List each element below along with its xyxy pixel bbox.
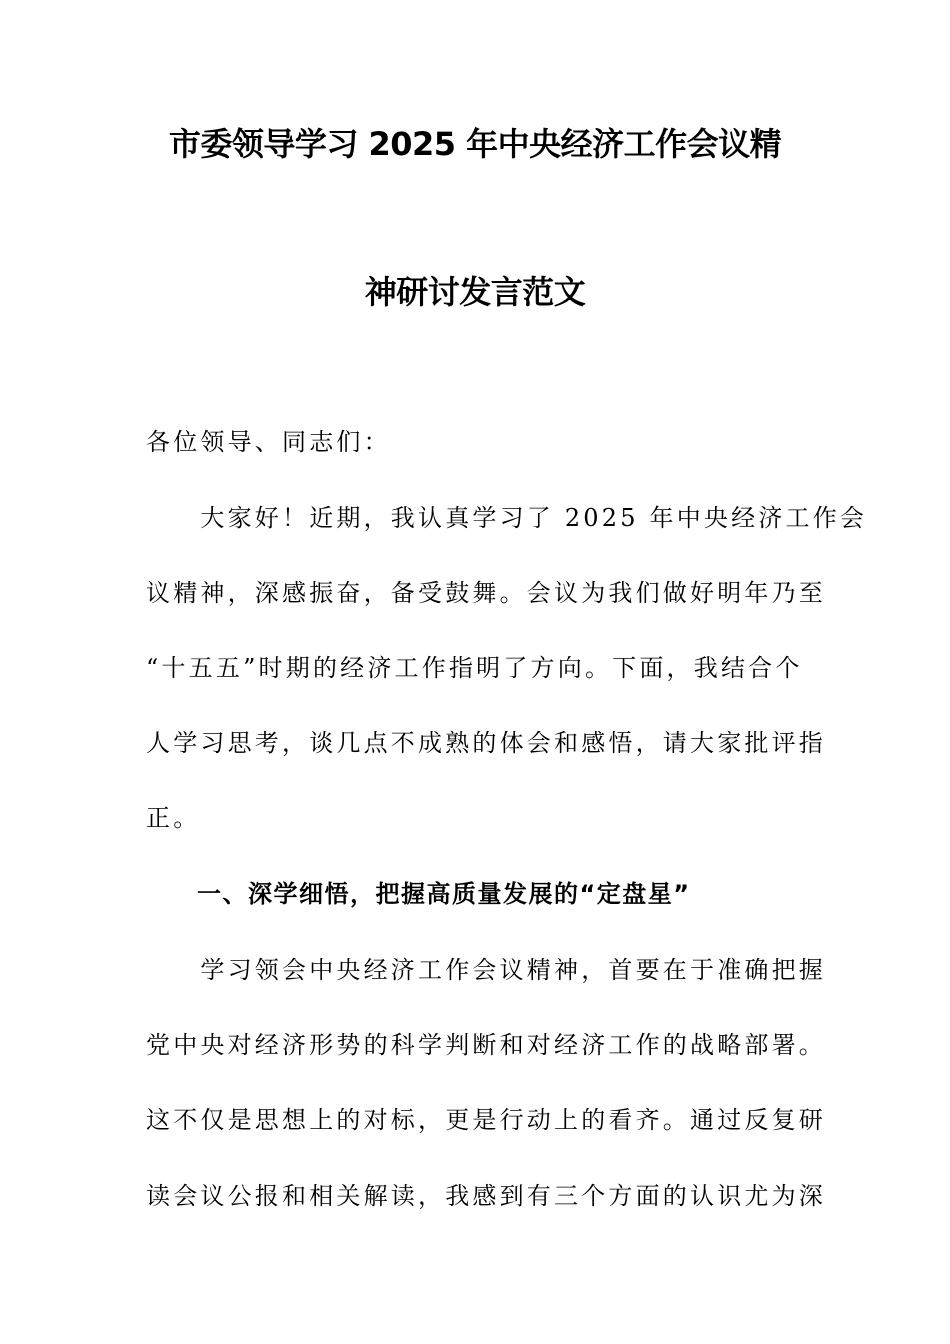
paragraph-line: 这不仅是思想上的对标，更是行动上的看齐。通过反复研 [146,1106,826,1134]
paragraph-line: 大家好！近期，我认真学习了 2025 年中央经济工作会 [146,504,868,532]
paragraph-line: 党中央对经济形势的科学判断和对经济工作的战略部署。 [146,1031,826,1059]
paragraph-line: 人学习思考，谈几点不成熟的体会和感悟，请大家批评指 [146,729,826,757]
paragraph-line: 议精神，深感振奋，备受鼓舞。会议为我们做好明年乃至 [146,579,826,607]
paragraph-line: 学习领会中央经济工作会议精神，首要在于准确把握 [146,956,826,984]
section-heading: 一、深学细悟，把握高质量发展的“定盘星” [146,880,691,908]
document-title-line-2: 神研讨发言范文 [364,273,586,311]
salutation: 各位领导、同志们： [146,428,391,456]
paragraph-line: 正。 [146,804,201,832]
document-title-line-1: 市委领导学习 2025 年中央经济工作会议精 [168,125,782,163]
paragraph-line: “十五五”时期的经济工作指明了方向。下面，我结合个 [146,654,803,682]
paragraph-line: 读会议公报和相关解读，我感到有三个方面的认识尤为深 [146,1182,826,1210]
